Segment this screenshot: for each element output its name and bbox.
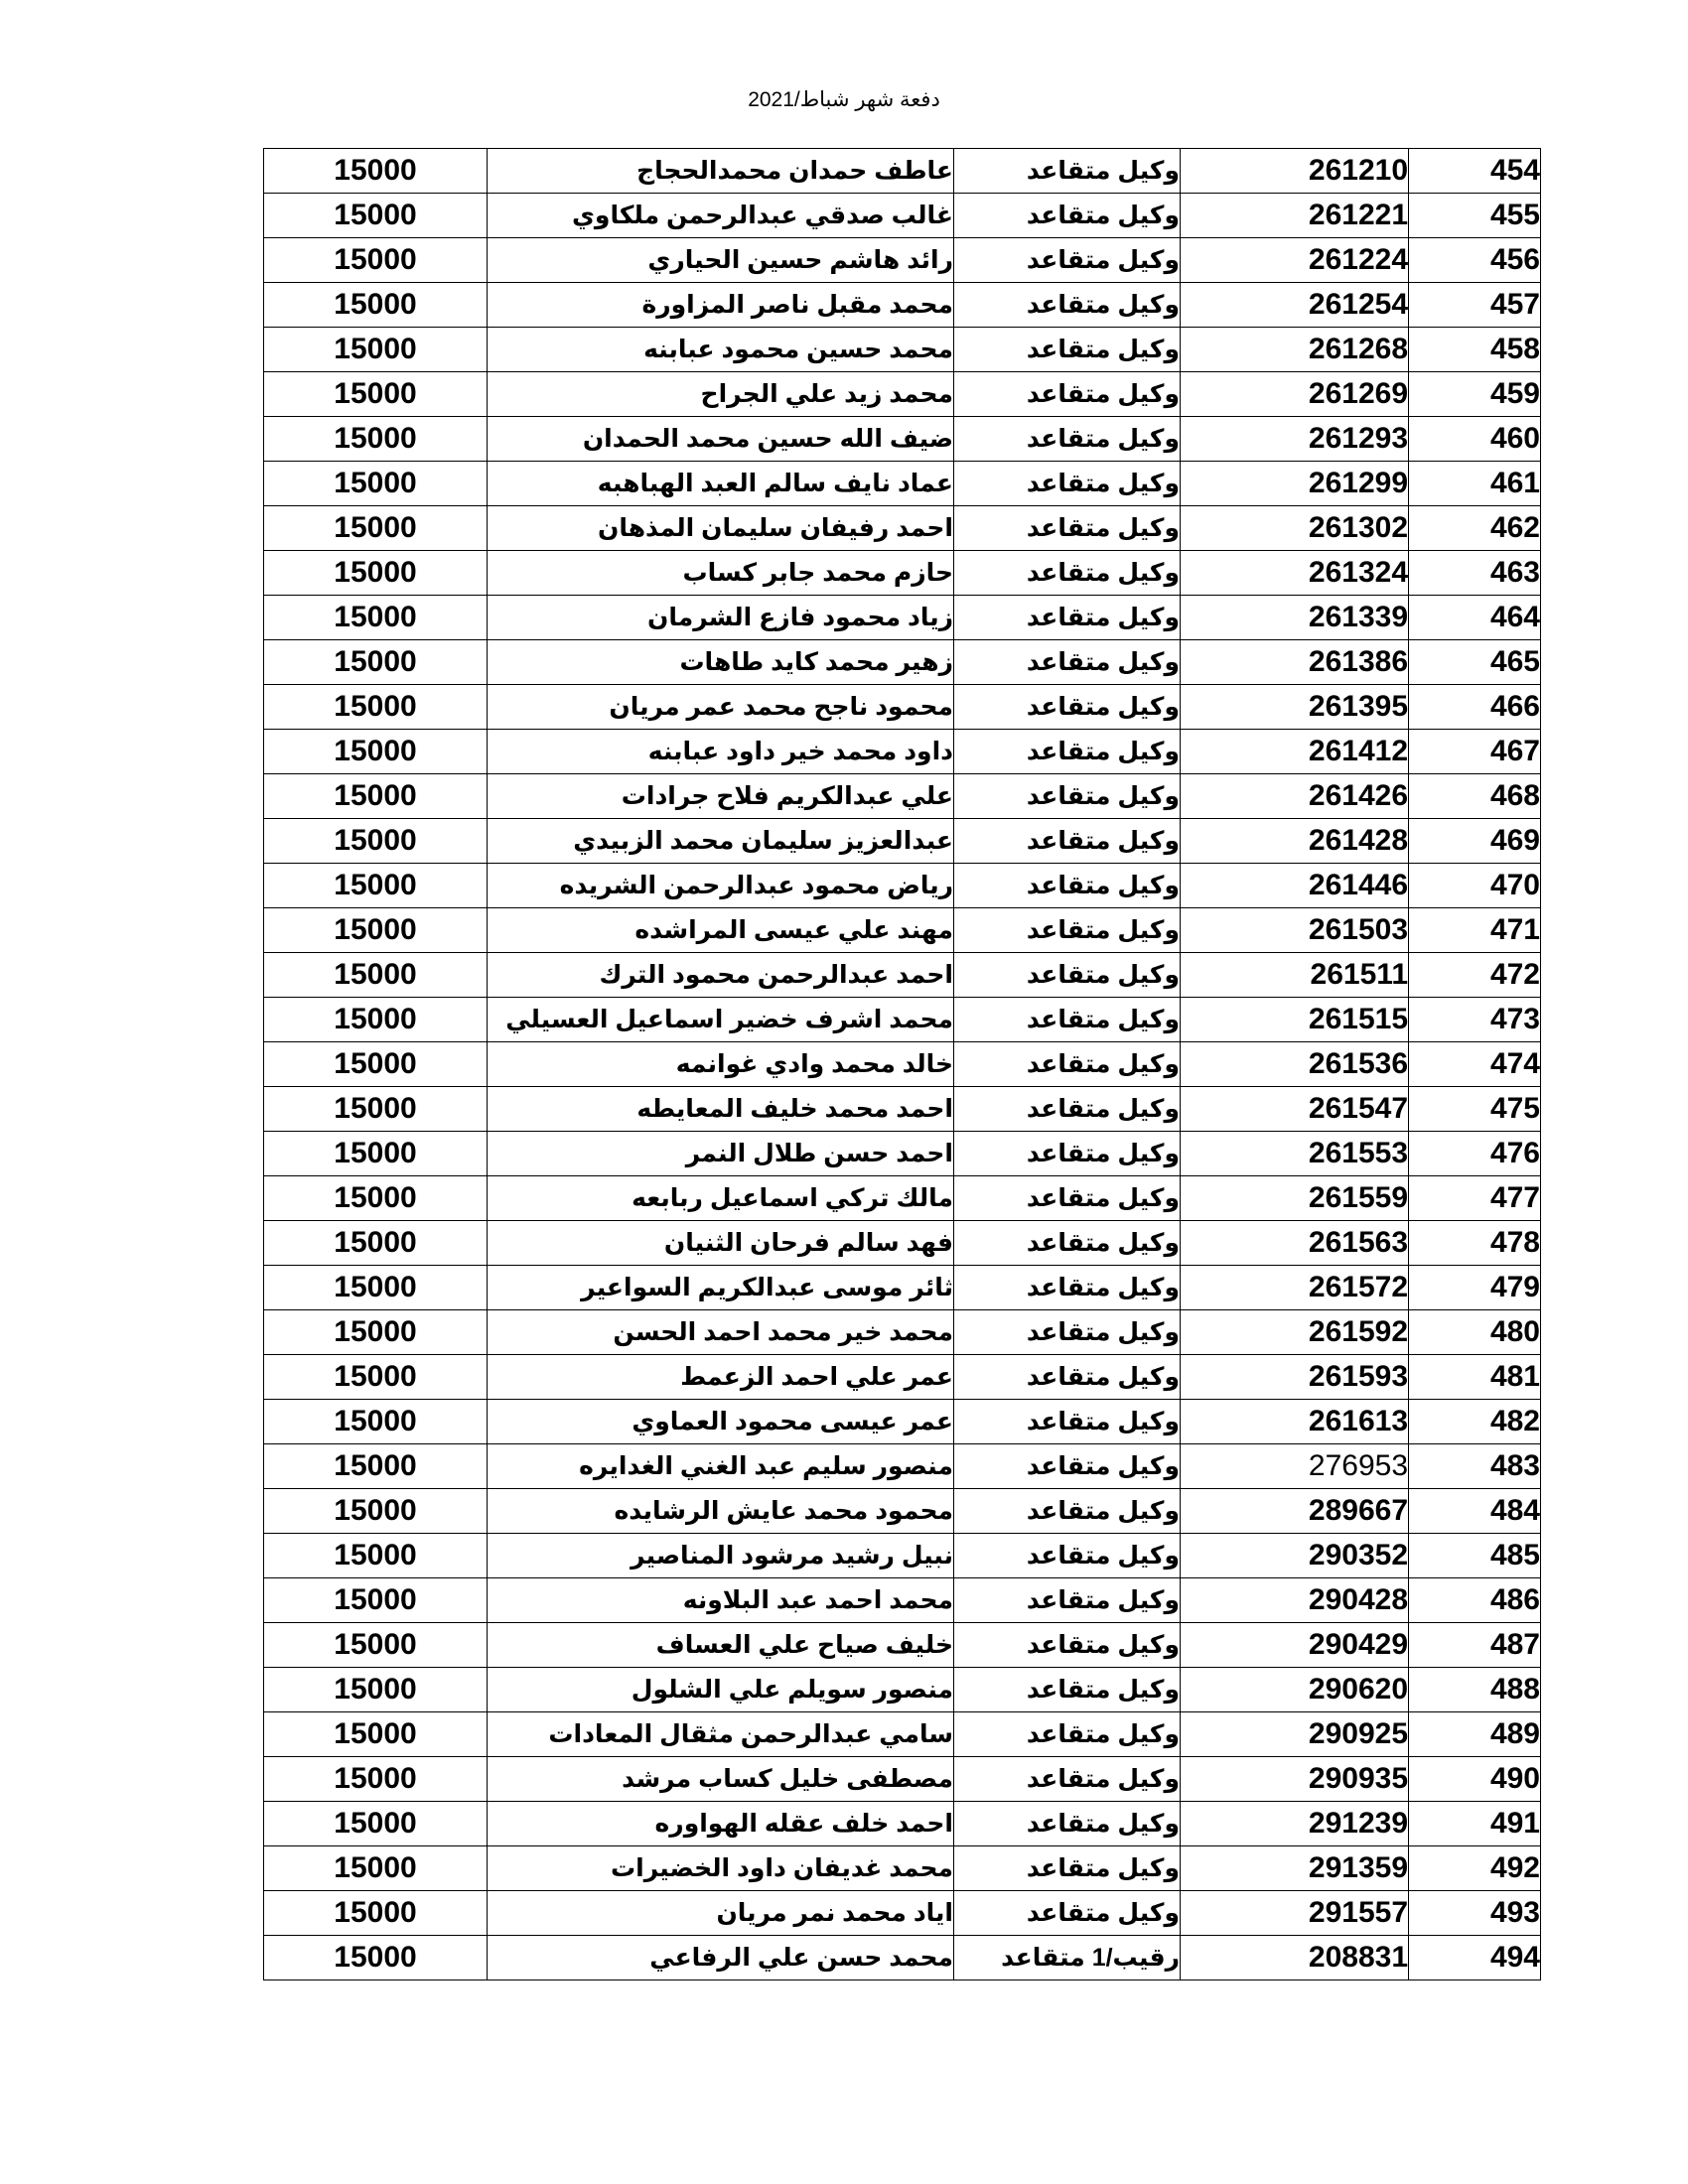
name-cell: خليف صياح علي العساف <box>488 1623 954 1668</box>
table-row <box>264 372 1541 417</box>
seq-cell: 468 <box>1409 774 1541 819</box>
rank-cell: وكيل متقاعد <box>954 1489 1181 1534</box>
name-cell: محمود ناجح محمد عمر مريان <box>488 685 954 730</box>
amount-cell: 15000 <box>264 774 488 819</box>
seq-cell: 493 <box>1409 1891 1541 1936</box>
table-row <box>264 1891 1541 1936</box>
amount-cell: 15000 <box>264 462 488 506</box>
table-row <box>264 864 1541 908</box>
seq-cell: 490 <box>1409 1757 1541 1802</box>
name-cell: محمد حسين محمود عبابنه <box>488 328 954 372</box>
amount-cell: 15000 <box>264 506 488 551</box>
amount-cell: 15000 <box>264 1310 488 1355</box>
table-row <box>264 1578 1541 1623</box>
amount-cell: 15000 <box>264 149 488 194</box>
rank-cell: وكيل متقاعد <box>954 908 1181 953</box>
amount-cell: 15000 <box>264 1266 488 1310</box>
rank-cell: وكيل متقاعد <box>954 819 1181 864</box>
seq-cell: 471 <box>1409 908 1541 953</box>
table-row <box>264 1266 1541 1310</box>
id-cell: 261511 <box>1181 953 1409 998</box>
name-cell: زياد محمود فازع الشرمان <box>488 596 954 640</box>
amount-cell: 15000 <box>264 998 488 1042</box>
amount-cell: 15000 <box>264 953 488 998</box>
amount-cell: 15000 <box>264 1712 488 1757</box>
id-cell: 208831 <box>1181 1936 1409 1980</box>
name-cell: داود محمد خير داود عبابنه <box>488 730 954 774</box>
roster-table-body <box>264 149 1541 1980</box>
name-cell: محمد احمد عبد البلاونه <box>488 1578 954 1623</box>
name-cell: احمد عبدالرحمن محمود الترك <box>488 953 954 998</box>
table-row <box>264 417 1541 462</box>
rank-cell: وكيل متقاعد <box>954 1712 1181 1757</box>
rank-cell: وكيل متقاعد <box>954 1802 1181 1846</box>
id-cell: 261547 <box>1181 1087 1409 1132</box>
amount-cell: 15000 <box>264 372 488 417</box>
rank-cell: رقيب/1 متقاعد <box>954 1936 1181 1980</box>
rank-cell: وكيل متقاعد <box>954 328 1181 372</box>
seq-cell: 476 <box>1409 1132 1541 1176</box>
amount-cell: 15000 <box>264 283 488 328</box>
table-row <box>264 1355 1541 1400</box>
amount-cell: 15000 <box>264 1221 488 1266</box>
seq-cell: 489 <box>1409 1712 1541 1757</box>
roster-table-container <box>263 148 1539 1980</box>
seq-cell: 473 <box>1409 998 1541 1042</box>
seq-cell: 482 <box>1409 1400 1541 1444</box>
id-cell: 261412 <box>1181 730 1409 774</box>
id-cell: 261515 <box>1181 998 1409 1042</box>
amount-cell: 15000 <box>264 1534 488 1578</box>
rank-cell: وكيل متقاعد <box>954 864 1181 908</box>
seq-cell: 485 <box>1409 1534 1541 1578</box>
seq-cell: 470 <box>1409 864 1541 908</box>
table-row <box>264 774 1541 819</box>
seq-cell: 454 <box>1409 149 1541 194</box>
name-cell: عماد نايف سالم العبد الهباهبه <box>488 462 954 506</box>
amount-cell: 15000 <box>264 908 488 953</box>
rank-cell: وكيل متقاعد <box>954 1444 1181 1489</box>
id-cell: 261553 <box>1181 1132 1409 1176</box>
rank-cell: وكيل متقاعد <box>954 462 1181 506</box>
seq-cell: 481 <box>1409 1355 1541 1400</box>
name-cell: زهير محمد كايد طاهات <box>488 640 954 685</box>
rank-cell: وكيل متقاعد <box>954 1087 1181 1132</box>
seq-cell: 457 <box>1409 283 1541 328</box>
id-cell: 261224 <box>1181 238 1409 283</box>
id-cell: 261503 <box>1181 908 1409 953</box>
rank-cell: وكيل متقاعد <box>954 372 1181 417</box>
seq-cell: 463 <box>1409 551 1541 596</box>
roster-table <box>263 148 1541 1980</box>
table-row <box>264 149 1541 194</box>
id-cell: 261536 <box>1181 1042 1409 1087</box>
id-cell: 290428 <box>1181 1578 1409 1623</box>
table-row <box>264 685 1541 730</box>
table-row <box>264 1623 1541 1668</box>
seq-cell: 462 <box>1409 506 1541 551</box>
amount-cell: 15000 <box>264 864 488 908</box>
seq-cell: 494 <box>1409 1936 1541 1980</box>
table-row <box>264 1221 1541 1266</box>
name-cell: منصور سويلم علي الشلول <box>488 1668 954 1712</box>
id-cell: 290935 <box>1181 1757 1409 1802</box>
name-cell: سامي عبدالرحمن مثقال المعادات <box>488 1712 954 1757</box>
rank-cell: وكيل متقاعد <box>954 1400 1181 1444</box>
id-cell: 261395 <box>1181 685 1409 730</box>
rank-cell: وكيل متقاعد <box>954 1355 1181 1400</box>
rank-cell: وكيل متقاعد <box>954 417 1181 462</box>
amount-cell: 15000 <box>264 194 488 238</box>
seq-cell: 477 <box>1409 1176 1541 1221</box>
seq-cell: 484 <box>1409 1489 1541 1534</box>
rank-cell: وكيل متقاعد <box>954 1623 1181 1668</box>
table-row <box>264 908 1541 953</box>
amount-cell: 15000 <box>264 1936 488 1980</box>
name-cell: حازم محمد جابر كساب <box>488 551 954 596</box>
name-cell: مهند علي عيسى المراشده <box>488 908 954 953</box>
id-cell: 291557 <box>1181 1891 1409 1936</box>
rank-cell: وكيل متقاعد <box>954 730 1181 774</box>
id-cell: 261559 <box>1181 1176 1409 1221</box>
seq-cell: 461 <box>1409 462 1541 506</box>
amount-cell: 15000 <box>264 1757 488 1802</box>
table-row <box>264 238 1541 283</box>
id-cell: 289667 <box>1181 1489 1409 1534</box>
id-cell: 290925 <box>1181 1712 1409 1757</box>
name-cell: محمد زيد علي الجراح <box>488 372 954 417</box>
amount-cell: 15000 <box>264 1444 488 1489</box>
name-cell: عبدالعزيز سليمان محمد الزبيدي <box>488 819 954 864</box>
table-row <box>264 953 1541 998</box>
amount-cell: 15000 <box>264 1042 488 1087</box>
amount-cell: 15000 <box>264 685 488 730</box>
table-row <box>264 1400 1541 1444</box>
name-cell: علي عبدالكريم فلاح جرادات <box>488 774 954 819</box>
rank-cell: وكيل متقاعد <box>954 685 1181 730</box>
seq-cell: 479 <box>1409 1266 1541 1310</box>
rank-cell: وكيل متقاعد <box>954 1668 1181 1712</box>
table-row <box>264 1087 1541 1132</box>
rank-cell: وكيل متقاعد <box>954 998 1181 1042</box>
table-row <box>264 1132 1541 1176</box>
seq-cell: 483 <box>1409 1444 1541 1489</box>
id-cell: 290429 <box>1181 1623 1409 1668</box>
seq-cell: 488 <box>1409 1668 1541 1712</box>
amount-cell: 15000 <box>264 1891 488 1936</box>
name-cell: محمد حسن علي الرفاعي <box>488 1936 954 1980</box>
amount-cell: 15000 <box>264 640 488 685</box>
table-row <box>264 1802 1541 1846</box>
id-cell: 261302 <box>1181 506 1409 551</box>
rank-cell: وكيل متقاعد <box>954 1534 1181 1578</box>
amount-cell: 15000 <box>264 1489 488 1534</box>
table-row <box>264 730 1541 774</box>
name-cell: مالك تركي اسماعيل ربابعه <box>488 1176 954 1221</box>
id-cell: 291239 <box>1181 1802 1409 1846</box>
amount-cell: 15000 <box>264 1400 488 1444</box>
table-row <box>264 551 1541 596</box>
name-cell: محمد غديفان داود الخضيرات <box>488 1846 954 1891</box>
name-cell: محمد خير محمد احمد الحسن <box>488 1310 954 1355</box>
id-cell: 261269 <box>1181 372 1409 417</box>
rank-cell: وكيل متقاعد <box>954 238 1181 283</box>
id-cell: 291359 <box>1181 1846 1409 1891</box>
seq-cell: 464 <box>1409 596 1541 640</box>
table-row <box>264 1757 1541 1802</box>
name-cell: عمر عيسى محمود العماوي <box>488 1400 954 1444</box>
id-cell: 261446 <box>1181 864 1409 908</box>
seq-cell: 486 <box>1409 1578 1541 1623</box>
id-cell: 261293 <box>1181 417 1409 462</box>
id-cell: 290620 <box>1181 1668 1409 1712</box>
id-cell: 261428 <box>1181 819 1409 864</box>
table-row <box>264 1846 1541 1891</box>
table-row <box>264 640 1541 685</box>
seq-cell: 472 <box>1409 953 1541 998</box>
seq-cell: 459 <box>1409 372 1541 417</box>
table-row <box>264 506 1541 551</box>
name-cell: رائد هاشم حسين الحياري <box>488 238 954 283</box>
table-row <box>264 462 1541 506</box>
amount-cell: 15000 <box>264 417 488 462</box>
seq-cell: 474 <box>1409 1042 1541 1087</box>
name-cell: خالد محمد وادي غوانمه <box>488 1042 954 1087</box>
id-cell: 261339 <box>1181 596 1409 640</box>
rank-cell: وكيل متقاعد <box>954 1310 1181 1355</box>
id-cell: 261221 <box>1181 194 1409 238</box>
name-cell: محمود محمد عايش الرشايده <box>488 1489 954 1534</box>
id-cell: 261299 <box>1181 462 1409 506</box>
name-cell: احمد محمد خليف المعايطه <box>488 1087 954 1132</box>
name-cell: احمد حسن طلال النمر <box>488 1132 954 1176</box>
table-row <box>264 819 1541 864</box>
table-row <box>264 1936 1541 1980</box>
seq-cell: 480 <box>1409 1310 1541 1355</box>
seq-cell: 458 <box>1409 328 1541 372</box>
name-cell: مصطفى خليل كساب مرشد <box>488 1757 954 1802</box>
id-cell: 261592 <box>1181 1310 1409 1355</box>
amount-cell: 15000 <box>264 328 488 372</box>
rank-cell: وكيل متقاعد <box>954 149 1181 194</box>
rank-cell: وكيل متقاعد <box>954 1176 1181 1221</box>
amount-cell: 15000 <box>264 596 488 640</box>
rank-cell: وكيل متقاعد <box>954 1132 1181 1176</box>
seq-cell: 478 <box>1409 1221 1541 1266</box>
amount-cell: 15000 <box>264 1355 488 1400</box>
table-row <box>264 1534 1541 1578</box>
table-row <box>264 328 1541 372</box>
rank-cell: وكيل متقاعد <box>954 953 1181 998</box>
table-row <box>264 1489 1541 1534</box>
amount-cell: 15000 <box>264 730 488 774</box>
rank-cell: وكيل متقاعد <box>954 640 1181 685</box>
id-cell: 261563 <box>1181 1221 1409 1266</box>
name-cell: فهد سالم فرحان الثنيان <box>488 1221 954 1266</box>
seq-cell: 460 <box>1409 417 1541 462</box>
id-cell: 261593 <box>1181 1355 1409 1400</box>
name-cell: رياض محمود عبدالرحمن الشريده <box>488 864 954 908</box>
seq-cell: 491 <box>1409 1802 1541 1846</box>
rank-cell: وكيل متقاعد <box>954 1266 1181 1310</box>
seq-cell: 465 <box>1409 640 1541 685</box>
id-cell: 261426 <box>1181 774 1409 819</box>
seq-cell: 455 <box>1409 194 1541 238</box>
name-cell: منصور سليم عبد الغني الغدايره <box>488 1444 954 1489</box>
name-cell: ثائر موسى عبدالكريم السواعير <box>488 1266 954 1310</box>
name-cell: محمد مقبل ناصر المزاورة <box>488 283 954 328</box>
amount-cell: 15000 <box>264 1802 488 1846</box>
amount-cell: 15000 <box>264 819 488 864</box>
amount-cell: 15000 <box>264 1623 488 1668</box>
id-cell: 261210 <box>1181 149 1409 194</box>
name-cell: عمر علي احمد الزعمط <box>488 1355 954 1400</box>
amount-cell: 15000 <box>264 1846 488 1891</box>
amount-cell: 15000 <box>264 238 488 283</box>
rank-cell: وكيل متقاعد <box>954 551 1181 596</box>
rank-cell: وكيل متقاعد <box>954 194 1181 238</box>
amount-cell: 15000 <box>264 1578 488 1623</box>
rank-cell: وكيل متقاعد <box>954 1891 1181 1936</box>
name-cell: محمد اشرف خضير اسماعيل العسيلي <box>488 998 954 1042</box>
name-cell: اياد محمد نمر مريان <box>488 1891 954 1936</box>
id-cell: 290352 <box>1181 1534 1409 1578</box>
rank-cell: وكيل متقاعد <box>954 774 1181 819</box>
seq-cell: 487 <box>1409 1623 1541 1668</box>
id-cell: 261572 <box>1181 1266 1409 1310</box>
seq-cell: 469 <box>1409 819 1541 864</box>
id-cell: 276953 <box>1181 1444 1409 1489</box>
name-cell: غالب صدقي عبدالرحمن ملكاوي <box>488 194 954 238</box>
rank-cell: وكيل متقاعد <box>954 1042 1181 1087</box>
name-cell: نبيل رشيد مرشود المناصير <box>488 1534 954 1578</box>
table-row <box>264 596 1541 640</box>
seq-cell: 475 <box>1409 1087 1541 1132</box>
rank-cell: وكيل متقاعد <box>954 1221 1181 1266</box>
seq-cell: 467 <box>1409 730 1541 774</box>
rank-cell: وكيل متقاعد <box>954 1757 1181 1802</box>
table-row <box>264 1042 1541 1087</box>
table-row <box>264 1310 1541 1355</box>
rank-cell: وكيل متقاعد <box>954 283 1181 328</box>
name-cell: ضيف الله حسين محمد الحمدان <box>488 417 954 462</box>
table-row <box>264 283 1541 328</box>
rank-cell: وكيل متقاعد <box>954 1578 1181 1623</box>
table-row <box>264 194 1541 238</box>
document-title: دفعة شهر شباط/2021 <box>748 88 940 111</box>
table-row <box>264 1176 1541 1221</box>
amount-cell: 15000 <box>264 1176 488 1221</box>
name-cell: احمد خلف عقله الهواوره <box>488 1802 954 1846</box>
table-row <box>264 1712 1541 1757</box>
rank-cell: وكيل متقاعد <box>954 1846 1181 1891</box>
amount-cell: 15000 <box>264 1668 488 1712</box>
id-cell: 261386 <box>1181 640 1409 685</box>
id-cell: 261254 <box>1181 283 1409 328</box>
rank-cell: وكيل متقاعد <box>954 596 1181 640</box>
table-row <box>264 998 1541 1042</box>
name-cell: احمد رفيفان سليمان المذهان <box>488 506 954 551</box>
seq-cell: 456 <box>1409 238 1541 283</box>
id-cell: 261613 <box>1181 1400 1409 1444</box>
rank-cell: وكيل متقاعد <box>954 506 1181 551</box>
seq-cell: 466 <box>1409 685 1541 730</box>
amount-cell: 15000 <box>264 1132 488 1176</box>
id-cell: 261268 <box>1181 328 1409 372</box>
name-cell: عاطف حمدان محمدالحجاج <box>488 149 954 194</box>
amount-cell: 15000 <box>264 551 488 596</box>
table-row <box>264 1668 1541 1712</box>
seq-cell: 492 <box>1409 1846 1541 1891</box>
amount-cell: 15000 <box>264 1087 488 1132</box>
id-cell: 261324 <box>1181 551 1409 596</box>
table-row <box>264 1444 1541 1489</box>
